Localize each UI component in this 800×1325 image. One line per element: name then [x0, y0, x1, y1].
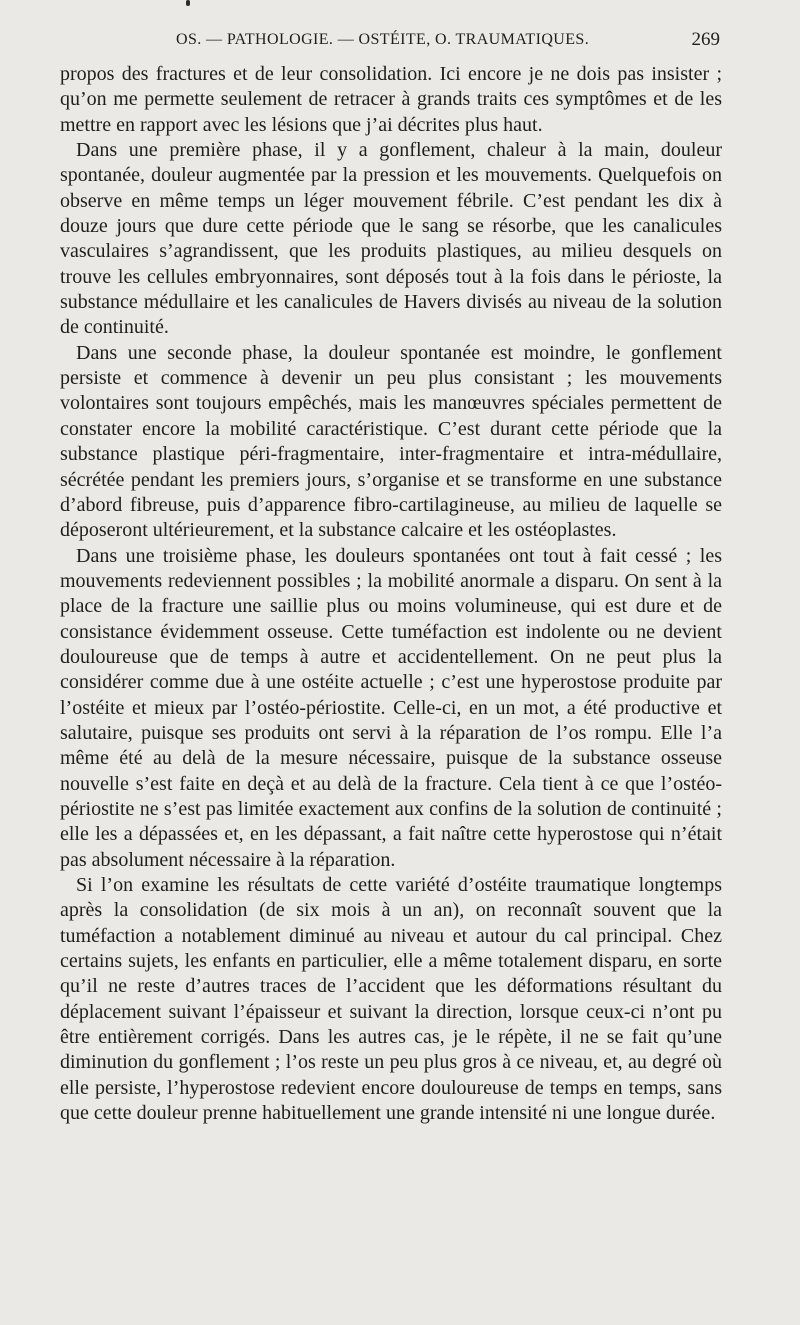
paragraph-continuation: propos des fractures et de leur consolidation. Ici encore je ne dois pas insister ; qu’on me permette seulement de retracer à grands traits ces symptômes et de les mettre en rapport avec les lésions que j’ai décrites plus haut.	[60, 63, 722, 136]
running-header	[60, 31, 720, 57]
body-text	[60, 62, 722, 1126]
running-header-title: OS. — PATHOLOGIE. — OSTÉITE, O. TRAUMATIQUES.	[176, 31, 590, 48]
paragraph-second-phase: Dans une seconde phase, la douleur spontanée est moindre, le gonflement persiste et commence à devenir un peu plus consistant ; les mouvements volontaires sont toujours empêchés, mais les manœuvres spéciales permettent de constater encore la mobilité caractéristique. C’est durant cette période que la substance plastique péri-fragmentaire, inter-fragmentaire et intra-médullaire, sécrétée pendant les premiers jours, s’organise et se transforme en une substance d’abord fibreuse, puis d’apparence fibro-cartilagineuse, au milieu de laquelle se déposeront ultérieurement, et la substance calcaire et les ostéoplastes.	[60, 341, 722, 542]
paragraph-third-phase: Dans une troisième phase, les douleurs spontanées ont tout à fait cessé ; les mouvements redeviennent possibles ; la mobilité anormale a disparu. On sent à la place de la fracture une saillie plus ou moins volumineuse, qui est dure et de consistance évidemment osseuse. Cette tuméfaction est indolente ou ne devient douloureuse que de temps à autre et accidentellement. On ne peut plus la considérer comme due à une ostéite actuelle ; c’est une hyperostose produite par l’ostéite et mieux par l’ostéo-périostite. Celle-ci, en un mot, a été productive et salutaire, puisque ses produits ont servi à la réparation de l’os rompu. Elle l’a même été au delà de la mesure nécessaire, puisque de la substance osseuse nouvelle s’est faite en deçà et au delà de la fracture. Cela tient à ce que l’ostéo-périostite ne s’est pas limitée exactement aux confins de la solution de continuité ; elle les a dépassées et, en les dépassant, a fait naître cette hyperostose qui n’était pas absolument nécessaire à la réparation.	[60, 544, 722, 871]
paragraph-long-term-results: Si l’on examine les résultats de cette variété d’ostéite traumatique longtemps après la consolidation (de six mois à un an), on reconnaît souvent que la tuméfaction a notablement diminué au niveau et autour du cal principal. Chez certains sujets, les enfants en particulier, elle a même totalement disparu, en sorte qu’il ne reste d’autres traces de l’accident que les déformations résultant du déplacement suivant l’épaisseur et suivant la direction, lorsque ceux-ci n’ont pu être entièrement corrigés. Dans les autres cas, je le répète, il ne se fait qu’une diminution du gonflement ; l’os reste un peu plus gros à ce niveau, et, au degré où elle persiste, l’hyperostose redevient encore douloureuse de temps en temps, sans que cette douleur prenne habituellement une grande intensité ni une longue durée.	[60, 874, 722, 1125]
paragraph-first-phase: Dans une première phase, il y a gonflement, chaleur à la main, douleur spontanée, douleur augmentée par la pression et les mouvements. Quelquefois on observe en même temps un léger mouvement fébrile. C’est pendant les dix à douze jours que dure cette période que le sang se résorbe, que les canalicules vasculaires s’agrandissent, que les produits plastiques, au milieu desquels on trouve les cellules embryonnaires, sont déposés tout à la fois dans le périoste, la substance médullaire et les canalicules de Havers divisés au niveau de la solution de continuité.	[60, 139, 722, 339]
page-number: 269	[691, 29, 720, 50]
ink-speck	[186, 0, 190, 6]
